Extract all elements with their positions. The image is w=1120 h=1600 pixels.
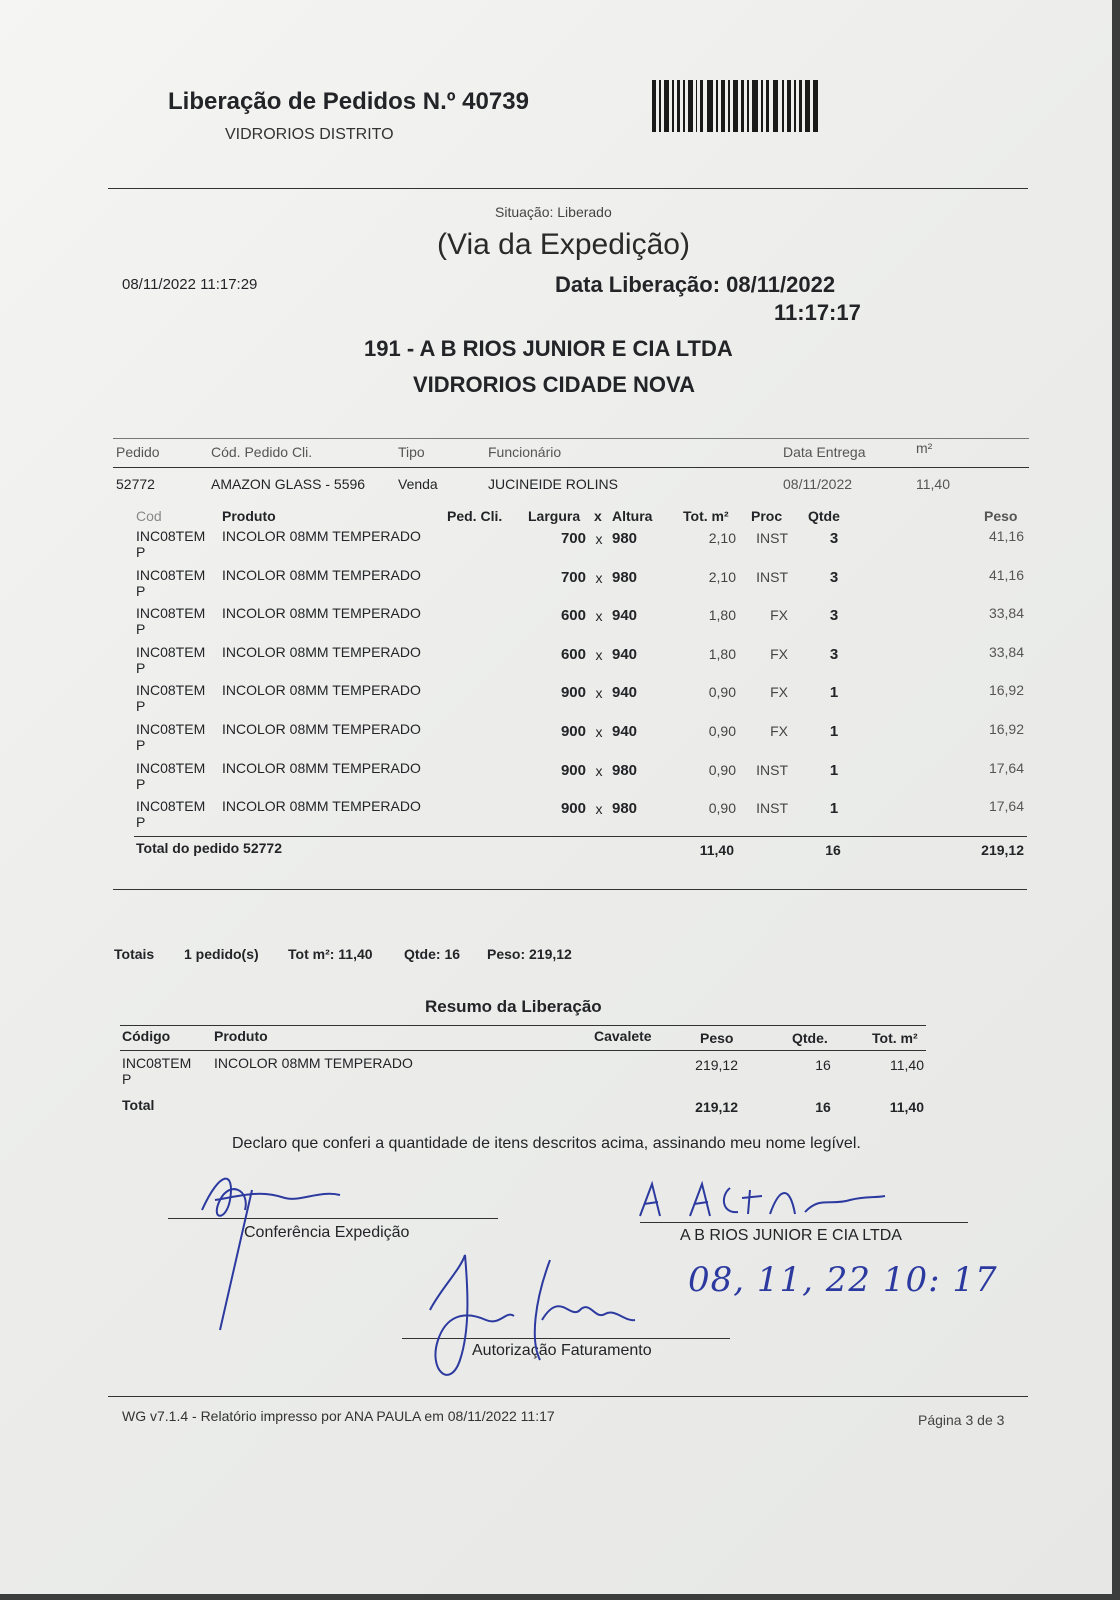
summary-code-suffix: P	[122, 1071, 132, 1087]
item-peso: 33,84	[988, 605, 1024, 622]
item-proc: INST	[756, 530, 788, 546]
item-cod1: INC08TEM	[136, 566, 206, 583]
item-largura: 700	[560, 530, 586, 547]
item-qtde: 1	[829, 684, 839, 702]
item-largura: 900	[560, 800, 586, 818]
item-altura: 940	[612, 645, 638, 663]
handwritten-date: 08, 11, 22 10: 17	[688, 1260, 998, 1300]
item-altura: 980	[612, 568, 638, 586]
item-qtde: 3	[829, 530, 839, 547]
item-peso: 33,84	[988, 643, 1024, 660]
item-largura: 600	[560, 607, 586, 625]
order-total-label: Total do pedido 52772	[136, 840, 282, 856]
summary-total-m2: 11,40	[889, 1099, 924, 1115]
item-cod1: INC08TEM	[136, 682, 206, 699]
item-x: x	[595, 801, 603, 818]
print-timestamp: 08/11/2022 11:17:29	[122, 276, 258, 293]
summary-col-cavalete: Cavalete	[594, 1028, 652, 1044]
item-qtde: 1	[829, 800, 839, 818]
item-x: x	[595, 646, 603, 663]
col-qtde: Qtde	[808, 508, 840, 524]
summary-total-qtde: 16	[815, 1099, 831, 1115]
item-peso: 17,64	[988, 798, 1024, 815]
divider	[113, 467, 1029, 468]
col-tipo: Tipo	[398, 444, 425, 460]
totals-peso: Peso: 219,12	[487, 946, 572, 962]
item-x: x	[595, 724, 603, 740]
item-largura: 900	[560, 761, 586, 779]
item-produto: INCOLOR 08MM TEMPERADO	[222, 566, 421, 583]
totals-m2: Tot m²: 11,40	[288, 946, 373, 962]
item-cod1: INC08TEM	[136, 528, 206, 544]
col-pedido: Pedido	[116, 444, 160, 460]
divider	[113, 438, 1029, 439]
summary-qtde: 16	[815, 1057, 831, 1073]
signature-conferencia	[190, 1160, 350, 1330]
barcode	[652, 80, 818, 132]
divider	[120, 1025, 926, 1026]
summary-code: INC08TEM	[122, 1055, 192, 1071]
item-cod1: INC08TEM	[136, 721, 206, 737]
col-m2: m²	[916, 440, 933, 456]
item-cod2: P	[136, 814, 146, 831]
signature-client	[630, 1176, 890, 1226]
item-altura: 940	[612, 607, 638, 625]
summary-col-produto: Produto	[214, 1028, 268, 1044]
summary-col-qtde: Qtde.	[792, 1030, 828, 1046]
order-delivery-date: 08/11/2022	[783, 476, 853, 492]
divider	[134, 836, 1027, 837]
item-cod2: P	[136, 737, 146, 753]
order-m2: 11,40	[916, 476, 950, 492]
item-peso: 41,16	[988, 528, 1024, 544]
item-produto: INCOLOR 08MM TEMPERADO	[222, 721, 421, 737]
summary-col-tot-m2: Tot. m²	[872, 1030, 918, 1046]
item-tot-m2: 2,10	[708, 530, 736, 546]
col-altura: Altura	[612, 508, 653, 524]
client-store: VIDRORIOS CIDADE NOVA	[413, 372, 695, 397]
footer-print-info: WG v7.1.4 - Relatório impresso por ANA PAULA em 08/11/2022 11:17	[122, 1408, 555, 1424]
col-cod-cli: Cód. Pedido Cli.	[211, 444, 313, 460]
branch-name: VIDRORIOS DISTRITO	[225, 126, 394, 143]
col-tot-m2: Tot. m²	[683, 508, 729, 524]
order-type: Venda	[398, 476, 438, 492]
item-qtde: 1	[829, 761, 839, 779]
signature-label-conferencia: Conferência Expedição	[244, 1224, 410, 1241]
item-produto: INCOLOR 08MM TEMPERADO	[222, 682, 421, 699]
col-ped-cli: Ped. Cli.	[447, 508, 503, 524]
item-qtde: 1	[829, 723, 839, 740]
item-produto: INCOLOR 08MM TEMPERADO	[222, 605, 421, 622]
item-peso: 16,92	[988, 721, 1024, 737]
item-produto: INCOLOR 08MM TEMPERADO	[222, 798, 421, 815]
item-cod2: P	[136, 582, 146, 599]
col-proc: Proc	[751, 508, 783, 524]
item-proc: FX	[770, 684, 788, 701]
page-number: Página 3 de 3	[918, 1412, 1005, 1428]
item-cod2: P	[136, 544, 146, 560]
col-data-entrega: Data Entrega	[783, 444, 866, 460]
divider	[120, 1050, 926, 1051]
col-produto: Produto	[222, 508, 276, 524]
col-funcionario: Funcionário	[488, 444, 562, 460]
item-largura: 600	[560, 645, 586, 663]
item-proc: FX	[770, 645, 788, 662]
summary-m2: 11,40	[890, 1057, 924, 1073]
item-altura: 980	[612, 800, 638, 818]
summary-total-peso: 219,12	[695, 1099, 738, 1115]
order-number: 52772	[116, 476, 155, 492]
item-cod1: INC08TEM	[136, 759, 206, 776]
item-cod1: INC08TEM	[136, 798, 206, 815]
signature-autorizacao	[420, 1250, 640, 1390]
summary-col-codigo: Código	[122, 1028, 171, 1044]
col-peso: Peso	[984, 508, 1018, 524]
summary-peso: 219,12	[695, 1057, 738, 1073]
item-altura: 940	[612, 723, 638, 740]
divider	[108, 188, 1028, 189]
item-tot-m2: 0,90	[708, 723, 736, 739]
item-proc: INST	[756, 761, 788, 778]
divider	[113, 889, 1027, 890]
item-x: x	[595, 569, 603, 586]
situation-status: Situação: Liberado	[495, 204, 612, 220]
item-tot-m2: 2,10	[708, 568, 736, 585]
report-title: Liberação de Pedidos N.º 40739	[168, 88, 529, 115]
release-time: 11:17:17	[774, 300, 861, 325]
signature-label-client: A B RIOS JUNIOR E CIA LTDA	[680, 1227, 902, 1244]
item-peso: 16,92	[988, 682, 1024, 699]
item-qtde: 3	[829, 568, 839, 586]
totals-qtde: Qtde: 16	[404, 946, 461, 962]
copy-type: (Via da Expedição)	[437, 228, 690, 261]
item-produto: INCOLOR 08MM TEMPERADO	[222, 759, 421, 776]
item-cod2: P	[136, 659, 146, 676]
totals-orders: 1 pedido(s)	[184, 946, 259, 962]
item-x: x	[595, 531, 603, 547]
item-cod2: P	[136, 698, 146, 715]
item-altura: 980	[612, 530, 638, 547]
item-largura: 900	[560, 723, 586, 740]
signature-label-autorizacao: Autorização Faturamento	[472, 1342, 652, 1359]
release-date: Data Liberação: 08/11/2022	[555, 272, 836, 297]
order-employee: JUCINEIDE ROLINS	[488, 476, 618, 492]
item-largura: 900	[560, 684, 586, 702]
item-qtde: 3	[829, 607, 839, 625]
item-x: x	[595, 685, 603, 702]
item-proc: FX	[770, 723, 788, 739]
item-cod2: P	[136, 621, 146, 638]
item-tot-m2: 0,90	[708, 761, 736, 778]
order-client-code: AMAZON GLASS - 5596	[211, 476, 366, 492]
order-total-qtde: 16	[825, 842, 841, 858]
item-produto: INCOLOR 08MM TEMPERADO	[222, 528, 421, 544]
item-tot-m2: 1,80	[708, 645, 736, 662]
item-produto: INCOLOR 08MM TEMPERADO	[222, 643, 421, 660]
item-tot-m2: 1,80	[708, 607, 736, 624]
item-proc: FX	[770, 607, 788, 624]
item-x: x	[595, 762, 603, 779]
order-total-m2: 11,40	[699, 842, 734, 858]
col-x: x	[594, 508, 602, 524]
summary-product: INCOLOR 08MM TEMPERADO	[214, 1055, 413, 1071]
item-proc: INST	[756, 800, 788, 817]
item-tot-m2: 0,90	[708, 800, 736, 817]
item-cod2: P	[136, 775, 146, 792]
item-x: x	[595, 608, 603, 625]
item-qtde: 3	[829, 645, 839, 663]
col-cod: Cod	[136, 508, 162, 524]
divider	[108, 1396, 1028, 1397]
declaration-text: Declaro que conferi a quantidade de itens descritos acima, assinando meu nome legível.	[232, 1135, 861, 1152]
item-largura: 700	[560, 568, 586, 586]
item-altura: 940	[612, 684, 638, 702]
item-cod1: INC08TEM	[136, 643, 206, 660]
client-name: 191 - A B RIOS JUNIOR E CIA LTDA	[364, 336, 733, 361]
col-largura: Largura	[528, 508, 581, 524]
item-peso: 17,64	[988, 759, 1024, 776]
item-altura: 980	[612, 761, 638, 779]
summary-col-peso: Peso	[700, 1030, 734, 1046]
summary-total-label: Total	[122, 1097, 155, 1113]
totals-label: Totais	[114, 946, 155, 962]
item-proc: INST	[756, 568, 788, 585]
item-peso: 41,16	[988, 566, 1024, 583]
item-tot-m2: 0,90	[708, 684, 736, 701]
item-cod1: INC08TEM	[136, 605, 206, 622]
summary-title: Resumo da Liberação	[425, 997, 602, 1016]
order-total-peso: 219,12	[981, 842, 1024, 858]
